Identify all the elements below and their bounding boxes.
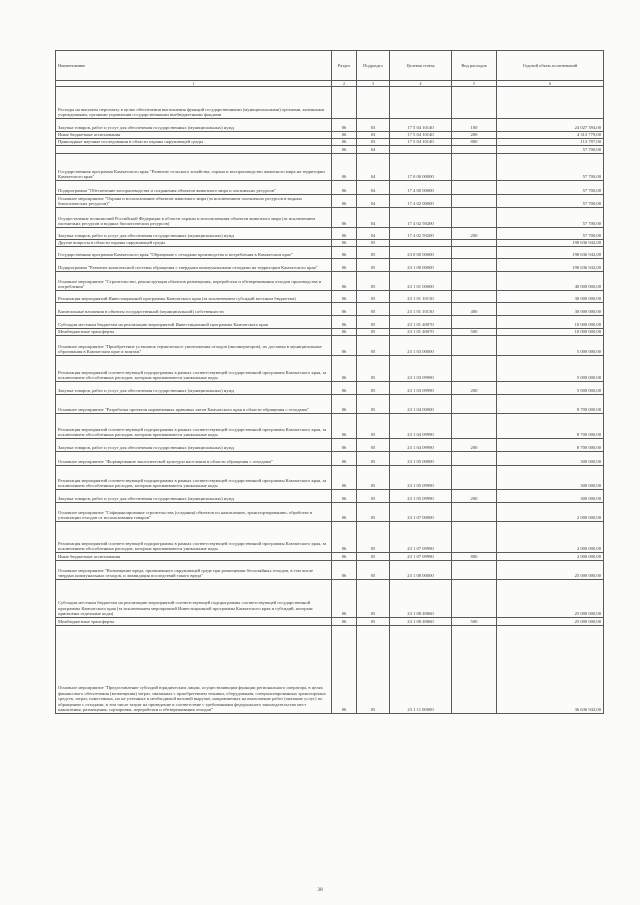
table-row bbox=[56, 414, 604, 439]
row-expense-type bbox=[452, 356, 497, 382]
row-subsection: 05 bbox=[357, 316, 390, 329]
table-row bbox=[56, 119, 604, 132]
row-section: 06 bbox=[332, 154, 357, 181]
row-subsection: 05 bbox=[357, 247, 390, 259]
table-row bbox=[56, 356, 604, 382]
row-name: Основное мероприятие "Формирование экологической культуры населения в области обращения с отходами" bbox=[56, 452, 332, 466]
row-name: Закупка товаров, работ и услуг для обеспечения государственных (муниципальных) нужд bbox=[56, 382, 332, 395]
row-name: Межбюджетные трансферты bbox=[56, 618, 332, 626]
row-amount: 57 700,00 bbox=[497, 228, 604, 240]
row-subsection: 05 bbox=[357, 336, 390, 356]
row-section: 06 bbox=[332, 522, 357, 553]
row-expense-type: 500 bbox=[452, 329, 497, 336]
row-name: Закупка товаров, работ и услуг для обеспечения государственных (муниципальных) нужд bbox=[56, 119, 332, 132]
row-target-code: 17 0 00 00000 bbox=[390, 154, 452, 181]
table-row bbox=[56, 291, 604, 303]
col-number: 5 bbox=[452, 81, 497, 87]
row-target-code: 17 5 04 10140 bbox=[390, 139, 452, 146]
row-target-code: 23 1 04 09990 bbox=[390, 439, 452, 452]
row-subsection: 05 bbox=[357, 580, 390, 618]
row-section: 06 bbox=[332, 240, 357, 247]
row-subsection: 03 bbox=[357, 132, 390, 139]
row-target-code: 23 1 04 00000 bbox=[390, 395, 452, 414]
table-row bbox=[56, 87, 604, 119]
row-expense-type: 100 bbox=[452, 119, 497, 132]
row-target-code: 23 1 05 09990 bbox=[390, 466, 452, 490]
table-body bbox=[56, 87, 604, 714]
row-section: 06 bbox=[332, 316, 357, 329]
row-name: Закупка товаров, работ и услуг для обеспечения государственных (муниципальных) нужд bbox=[56, 439, 332, 452]
row-subsection: 05 bbox=[357, 439, 390, 452]
table-row bbox=[56, 195, 604, 208]
row-section: 06 bbox=[332, 146, 357, 154]
row-subsection: 05 bbox=[357, 561, 390, 580]
row-expense-type bbox=[452, 522, 497, 553]
row-name: Закупка товаров, работ и услуг для обеспечения государственных (муниципальных) нужд bbox=[56, 228, 332, 240]
row-target-code: 17 4 02 59200 bbox=[390, 208, 452, 228]
row-amount: 57 700,00 bbox=[497, 208, 604, 228]
row-subsection: 05 bbox=[357, 272, 390, 291]
row-expense-type: 400 bbox=[452, 303, 497, 316]
row-section: 06 bbox=[332, 336, 357, 356]
row-name: Основное мероприятие "Приобретение установок термического уничтожения отходов (инсинераторов), их доставка в муниципальные образования в Камчатском крае и монтаж" bbox=[56, 336, 332, 356]
row-subsection: 05 bbox=[357, 329, 390, 336]
table-row bbox=[56, 208, 604, 228]
row-section: 06 bbox=[332, 329, 357, 336]
row-expense-type bbox=[452, 626, 497, 714]
table-row bbox=[56, 146, 604, 154]
row-expense-type bbox=[452, 272, 497, 291]
row-section: 06 bbox=[332, 395, 357, 414]
row-section: 06 bbox=[332, 618, 357, 626]
row-subsection: 05 bbox=[357, 382, 390, 395]
row-expense-type: 800 bbox=[452, 553, 497, 561]
row-expense-type: 200 bbox=[452, 132, 497, 139]
row-section: 06 bbox=[332, 466, 357, 490]
row-subsection: 05 bbox=[357, 395, 390, 414]
row-target-code: 23 1 03 09990 bbox=[390, 356, 452, 382]
row-section: 06 bbox=[332, 626, 357, 714]
row-name: Государственная программа Камчатского края "Обращение с отходами производства и потребления в Камчатском крае" bbox=[56, 247, 332, 259]
row-section: 06 bbox=[332, 452, 357, 466]
table-row bbox=[56, 490, 604, 503]
row-expense-type bbox=[452, 195, 497, 208]
row-expense-type bbox=[452, 87, 497, 119]
row-expense-type bbox=[452, 561, 497, 580]
row-section: 06 bbox=[332, 208, 357, 228]
row-name: Субсидии местным бюджетам на реализацию мероприятий Инвестиционной программы Камчатского края bbox=[56, 316, 332, 329]
row-target-code: 23 1 05 09990 bbox=[390, 490, 452, 503]
row-section: 06 bbox=[332, 139, 357, 146]
table-row bbox=[56, 329, 604, 336]
row-amount: 2 000 000,00 bbox=[497, 503, 604, 522]
row-subsection: 04 bbox=[357, 146, 390, 154]
table-row bbox=[56, 439, 604, 452]
table-row bbox=[56, 395, 604, 414]
row-subsection: 05 bbox=[357, 240, 390, 247]
table-row bbox=[56, 181, 604, 195]
row-section: 06 bbox=[332, 561, 357, 580]
row-expense-type bbox=[452, 247, 497, 259]
row-amount: 25 000 000,00 bbox=[497, 618, 604, 626]
row-section: 06 bbox=[332, 414, 357, 439]
row-expense-type bbox=[452, 259, 497, 272]
row-section: 06 bbox=[332, 259, 357, 272]
row-subsection: 03 bbox=[357, 119, 390, 132]
row-name: Основное мероприятие "Софинансирование строительства (создания) объектов по накоплению, транспортированию, обработке и утилизации отходов от использования товаров" bbox=[56, 503, 332, 522]
col-header-name: Наименование bbox=[56, 51, 332, 81]
row-target-code bbox=[390, 240, 452, 247]
row-target-code: 17 4 02 59200 bbox=[390, 228, 452, 240]
row-name: Реализация мероприятий соответствующей подпрограммы в рамках соответствующей государственной программы Камчатского края, за исключением обособленных расходов, которым присваиваются уникальные коды bbox=[56, 356, 332, 382]
row-target-code: 23 1 03 09990 bbox=[390, 382, 452, 395]
row-name: Подпрограмма "Развитие комплексной системы обращения с твердыми коммунальными отходами на территории Камчатского края" bbox=[56, 259, 332, 272]
table-row bbox=[56, 316, 604, 329]
row-amount: 40 000 000,00 bbox=[497, 272, 604, 291]
row-section: 06 bbox=[332, 291, 357, 303]
row-subsection: 05 bbox=[357, 452, 390, 466]
row-target-code: 23 1 07 00000 bbox=[390, 503, 452, 522]
table-row bbox=[56, 247, 604, 259]
row-amount: 8 700 000,00 bbox=[497, 414, 604, 439]
row-expense-type: 200 bbox=[452, 439, 497, 452]
row-amount: 2 000 000,00 bbox=[497, 553, 604, 561]
row-amount: 30 000 000,00 bbox=[497, 303, 604, 316]
row-subsection: 04 bbox=[357, 154, 390, 181]
table-row bbox=[56, 272, 604, 291]
row-name: Капитальные вложения в объекты государственной (муниципальной) собственности bbox=[56, 303, 332, 316]
row-amount: 198 636 942,00 bbox=[497, 247, 604, 259]
row-expense-type bbox=[452, 414, 497, 439]
row-name: Расходы на выплаты персоналу в целях обеспечения выполнения функций государственными (муниципальными) органами, казенными учреждениями, органами управления государственными внебюджетными фондами bbox=[56, 87, 332, 119]
row-name: Основное мероприятие "Охрана и использование объектов животного мира (за исключением охотничьих ресурсов и водных биологических ресурсов)" bbox=[56, 195, 332, 208]
row-name: Основное мероприятие "Разработка проектов нормативных правовых актов Камчатского края в области обращения с отходами" bbox=[56, 395, 332, 414]
row-target-code: 17 4 02 00000 bbox=[390, 195, 452, 208]
row-name: Основное мероприятие "Строительство, реконструкция объектов размещения, переработки и обезвреживания отходов производства и потребления" bbox=[56, 272, 332, 291]
row-amount: 5 000 000,00 bbox=[497, 382, 604, 395]
row-expense-type bbox=[452, 240, 497, 247]
row-name: Прикладные научные исследования в области охраны окружающей среды bbox=[56, 139, 332, 146]
row-section: 06 bbox=[332, 228, 357, 240]
row-section bbox=[332, 87, 357, 119]
row-subsection: 05 bbox=[357, 466, 390, 490]
row-expense-type bbox=[452, 181, 497, 195]
row-target-code: 23 0 00 00000 bbox=[390, 247, 452, 259]
row-target-code bbox=[390, 87, 452, 119]
row-expense-type bbox=[452, 503, 497, 522]
row-subsection bbox=[357, 87, 390, 119]
row-target-code: 23 1 01 00000 bbox=[390, 272, 452, 291]
row-name: Осуществление полномочий Российской Федерации в области охраны и использования объектов животного мира (за исключением охотничьих ресурсов и водных биологических ресурсов) bbox=[56, 208, 332, 228]
row-target-code: 17 5 04 10140 bbox=[390, 119, 452, 132]
row-subsection: 05 bbox=[357, 356, 390, 382]
col-number: 6 bbox=[497, 81, 604, 87]
row-amount: 57 700,00 bbox=[497, 146, 604, 154]
row-expense-type bbox=[452, 146, 497, 154]
row-amount: 5 000 000,00 bbox=[497, 336, 604, 356]
row-amount: 5 000 000,00 bbox=[497, 356, 604, 382]
row-amount: 198 636 942,00 bbox=[497, 240, 604, 247]
row-subsection: 05 bbox=[357, 553, 390, 561]
table-row bbox=[56, 132, 604, 139]
table-row bbox=[56, 382, 604, 395]
row-section: 06 bbox=[332, 439, 357, 452]
row-amount: 8 700 000,00 bbox=[497, 395, 604, 414]
row-amount: 57 700,00 bbox=[497, 154, 604, 181]
row-name: Закупка товаров, работ и услуг для обеспечения государственных (муниципальных) нужд bbox=[56, 490, 332, 503]
row-name: Межбюджетные трансферты bbox=[56, 329, 332, 336]
row-expense-type bbox=[452, 452, 497, 466]
page-number: 38 bbox=[317, 887, 323, 893]
row-amount: 2 000 000,00 bbox=[497, 522, 604, 553]
row-section: 06 bbox=[332, 132, 357, 139]
row-amount: 57 700,00 bbox=[497, 195, 604, 208]
row-subsection: 05 bbox=[357, 291, 390, 303]
row-target-code: 23 1 07 09990 bbox=[390, 553, 452, 561]
row-target-code: 23 1 01 10130 bbox=[390, 303, 452, 316]
row-expense-type bbox=[452, 208, 497, 228]
row-subsection: 05 bbox=[357, 618, 390, 626]
row-name: Реализация мероприятий соответствующей подпрограммы в рамках соответствующей государственной программы Камчатского края, за исключением обособленных расходов, которым присваиваются уникальные коды bbox=[56, 466, 332, 490]
row-name bbox=[56, 146, 332, 154]
row-section: 06 bbox=[332, 119, 357, 132]
row-target-code bbox=[390, 146, 452, 154]
budget-table bbox=[55, 50, 604, 714]
row-amount: 36 636 942,00 bbox=[497, 626, 604, 714]
row-subsection: 04 bbox=[357, 195, 390, 208]
table-row bbox=[56, 618, 604, 626]
row-subsection: 05 bbox=[357, 490, 390, 503]
table-row bbox=[56, 626, 604, 714]
row-target-code: 23 1 00 00000 bbox=[390, 259, 452, 272]
row-name: Иные бюджетные ассигнования bbox=[56, 132, 332, 139]
row-expense-type bbox=[452, 336, 497, 356]
row-expense-type: 800 bbox=[452, 139, 497, 146]
row-subsection: 05 bbox=[357, 414, 390, 439]
row-target-code: 23 1 05 00000 bbox=[390, 452, 452, 466]
row-target-code: 17 5 04 10140 bbox=[390, 132, 452, 139]
row-name: Реализация мероприятий Инвестиционной программы Камчатского края (за исключением субсидий местным бюджетам) bbox=[56, 291, 332, 303]
row-amount: 30 000 000,00 bbox=[497, 291, 604, 303]
row-section: 06 bbox=[332, 195, 357, 208]
row-name: Реализация мероприятий соответствующей подпрограммы в рамках соответствующей государственной программы Камчатского края, за исключением обособленных расходов, которым присваиваются уникальные коды bbox=[56, 414, 332, 439]
table-row bbox=[56, 154, 604, 181]
row-name: Подпрограмма "Обеспечение воспроизводства и сохранения объектов животного мира и охотничьих ресурсов" bbox=[56, 181, 332, 195]
row-section: 06 bbox=[332, 247, 357, 259]
row-subsection: 04 bbox=[357, 181, 390, 195]
table-row bbox=[56, 553, 604, 561]
col-header-amount: Годовой объем ассигнований bbox=[497, 51, 604, 81]
row-subsection: 04 bbox=[357, 208, 390, 228]
row-amount: 25 000 000,00 bbox=[497, 580, 604, 618]
row-subsection: 05 bbox=[357, 259, 390, 272]
col-number: 4 bbox=[390, 81, 452, 87]
row-amount: 24 027 394,00 bbox=[497, 119, 604, 132]
table-row bbox=[56, 259, 604, 272]
row-subsection: 05 bbox=[357, 303, 390, 316]
col-header-expense: Вид расходов bbox=[452, 51, 497, 81]
row-amount: 300 000,00 bbox=[497, 466, 604, 490]
row-expense-type: 200 bbox=[452, 228, 497, 240]
row-section: 06 bbox=[332, 553, 357, 561]
row-expense-type: 200 bbox=[452, 490, 497, 503]
row-target-code: 23 1 08 40060 bbox=[390, 580, 452, 618]
row-name: Другие вопросы в области охраны окружающей среды bbox=[56, 240, 332, 247]
row-target-code: 23 1 01 40070 bbox=[390, 329, 452, 336]
table-row bbox=[56, 466, 604, 490]
row-amount: 8 700 000,00 bbox=[497, 439, 604, 452]
row-expense-type bbox=[452, 291, 497, 303]
row-expense-type bbox=[452, 466, 497, 490]
table-row bbox=[56, 303, 604, 316]
row-amount: 10 000 000,00 bbox=[497, 329, 604, 336]
row-subsection: 05 bbox=[357, 522, 390, 553]
table-row bbox=[56, 228, 604, 240]
row-subsection: 04 bbox=[357, 228, 390, 240]
table-row bbox=[56, 503, 604, 522]
row-section: 06 bbox=[332, 181, 357, 195]
row-subsection: 03 bbox=[357, 139, 390, 146]
row-section: 06 bbox=[332, 503, 357, 522]
row-target-code: 23 1 08 00000 bbox=[390, 561, 452, 580]
col-header-target: Целевая статья bbox=[390, 51, 452, 81]
col-number: 2 bbox=[332, 81, 357, 87]
row-amount: 10 000 000,00 bbox=[497, 316, 604, 329]
row-amount: 300 000,00 bbox=[497, 452, 604, 466]
row-name: Основное мероприятие "Возмещение вреда, причиненного окружающей среде при размещении бесхозяйных отходов, в том числе твердых коммунальных отходов, и ликвидация последствий такого вреда" bbox=[56, 561, 332, 580]
table-row bbox=[56, 580, 604, 618]
row-expense-type bbox=[452, 154, 497, 181]
row-amount: 25 000 000,00 bbox=[497, 561, 604, 580]
row-section: 06 bbox=[332, 272, 357, 291]
col-number: 3 bbox=[357, 81, 390, 87]
row-amount: 57 700,00 bbox=[497, 181, 604, 195]
row-section: 06 bbox=[332, 580, 357, 618]
table-row bbox=[56, 240, 604, 247]
row-expense-type bbox=[452, 395, 497, 414]
row-target-code: 23 1 08 40060 bbox=[390, 618, 452, 626]
table-row bbox=[56, 139, 604, 146]
row-subsection: 05 bbox=[357, 626, 390, 714]
row-name: Реализация мероприятий соответствующей подпрограммы в рамках соответствующей государственной программы Камчатского края, за исключением обособленных расходов, которым присваиваются уникальные коды bbox=[56, 522, 332, 553]
row-amount: 198 636 942,00 bbox=[497, 259, 604, 272]
row-target-code: 23 1 01 10130 bbox=[390, 291, 452, 303]
table-row bbox=[56, 452, 604, 466]
row-target-code: 17 4 00 00000 bbox=[390, 181, 452, 195]
row-amount: 300 000,00 bbox=[497, 490, 604, 503]
col-number: 1 bbox=[56, 81, 332, 87]
row-target-code: 23 1 11 00000 bbox=[390, 626, 452, 714]
row-target-code: 23 1 07 09990 bbox=[390, 522, 452, 553]
row-subsection: 05 bbox=[357, 503, 390, 522]
row-expense-type: 500 bbox=[452, 618, 497, 626]
row-section: 06 bbox=[332, 356, 357, 382]
table-row bbox=[56, 336, 604, 356]
row-name: Субсидии местным бюджетам на реализацию мероприятий соответствующей подпрограммы соответствующей государственной программы Камчатского края (за исключением мероприятий Инвестиционной программы Камчатского края и субсидий, которым присвоены отдельные коды) bbox=[56, 580, 332, 618]
row-section: 06 bbox=[332, 303, 357, 316]
row-target-code: 23 1 04 09990 bbox=[390, 414, 452, 439]
col-header-section: Раздел bbox=[332, 51, 357, 81]
row-amount bbox=[497, 87, 604, 119]
row-amount: 4 313 779,00 bbox=[497, 132, 604, 139]
row-name: Иные бюджетные ассигнования bbox=[56, 553, 332, 561]
row-section: 06 bbox=[332, 382, 357, 395]
row-expense-type bbox=[452, 580, 497, 618]
col-header-subsection: Подраздел bbox=[357, 51, 390, 81]
row-name: Государственная программа Камчатского края "Развитие сельского хозяйства, охрана и воспроизводство животного мира на территории Камчатского края" bbox=[56, 154, 332, 181]
row-amount: 113 787,00 bbox=[497, 139, 604, 146]
row-target-code: 23 1 01 40070 bbox=[390, 316, 452, 329]
table-row bbox=[56, 561, 604, 580]
row-name: Основное мероприятие "Предоставление субсидий юридическим лицам, осуществляющим функции регионального оператора, в целях финансового обеспечения (возмещения) затрат, связанных с приобретением техники, оборудования, специализированных транспортных средств, затрат, понесенных, но не учтенных в необходимой валовой выручке, направляемых на выполнение работ (оказание услуг) по обращению с отходами, в том числе затрат на приведение в соответствие с требованиями федерального законодательства мест накопления, размещения, сортировки, переработки и обезвреживания отходов" bbox=[56, 626, 332, 714]
row-expense-type bbox=[452, 316, 497, 329]
row-section: 06 bbox=[332, 490, 357, 503]
table-row bbox=[56, 522, 604, 553]
row-expense-type: 200 bbox=[452, 382, 497, 395]
row-target-code: 23 1 03 00000 bbox=[390, 336, 452, 356]
